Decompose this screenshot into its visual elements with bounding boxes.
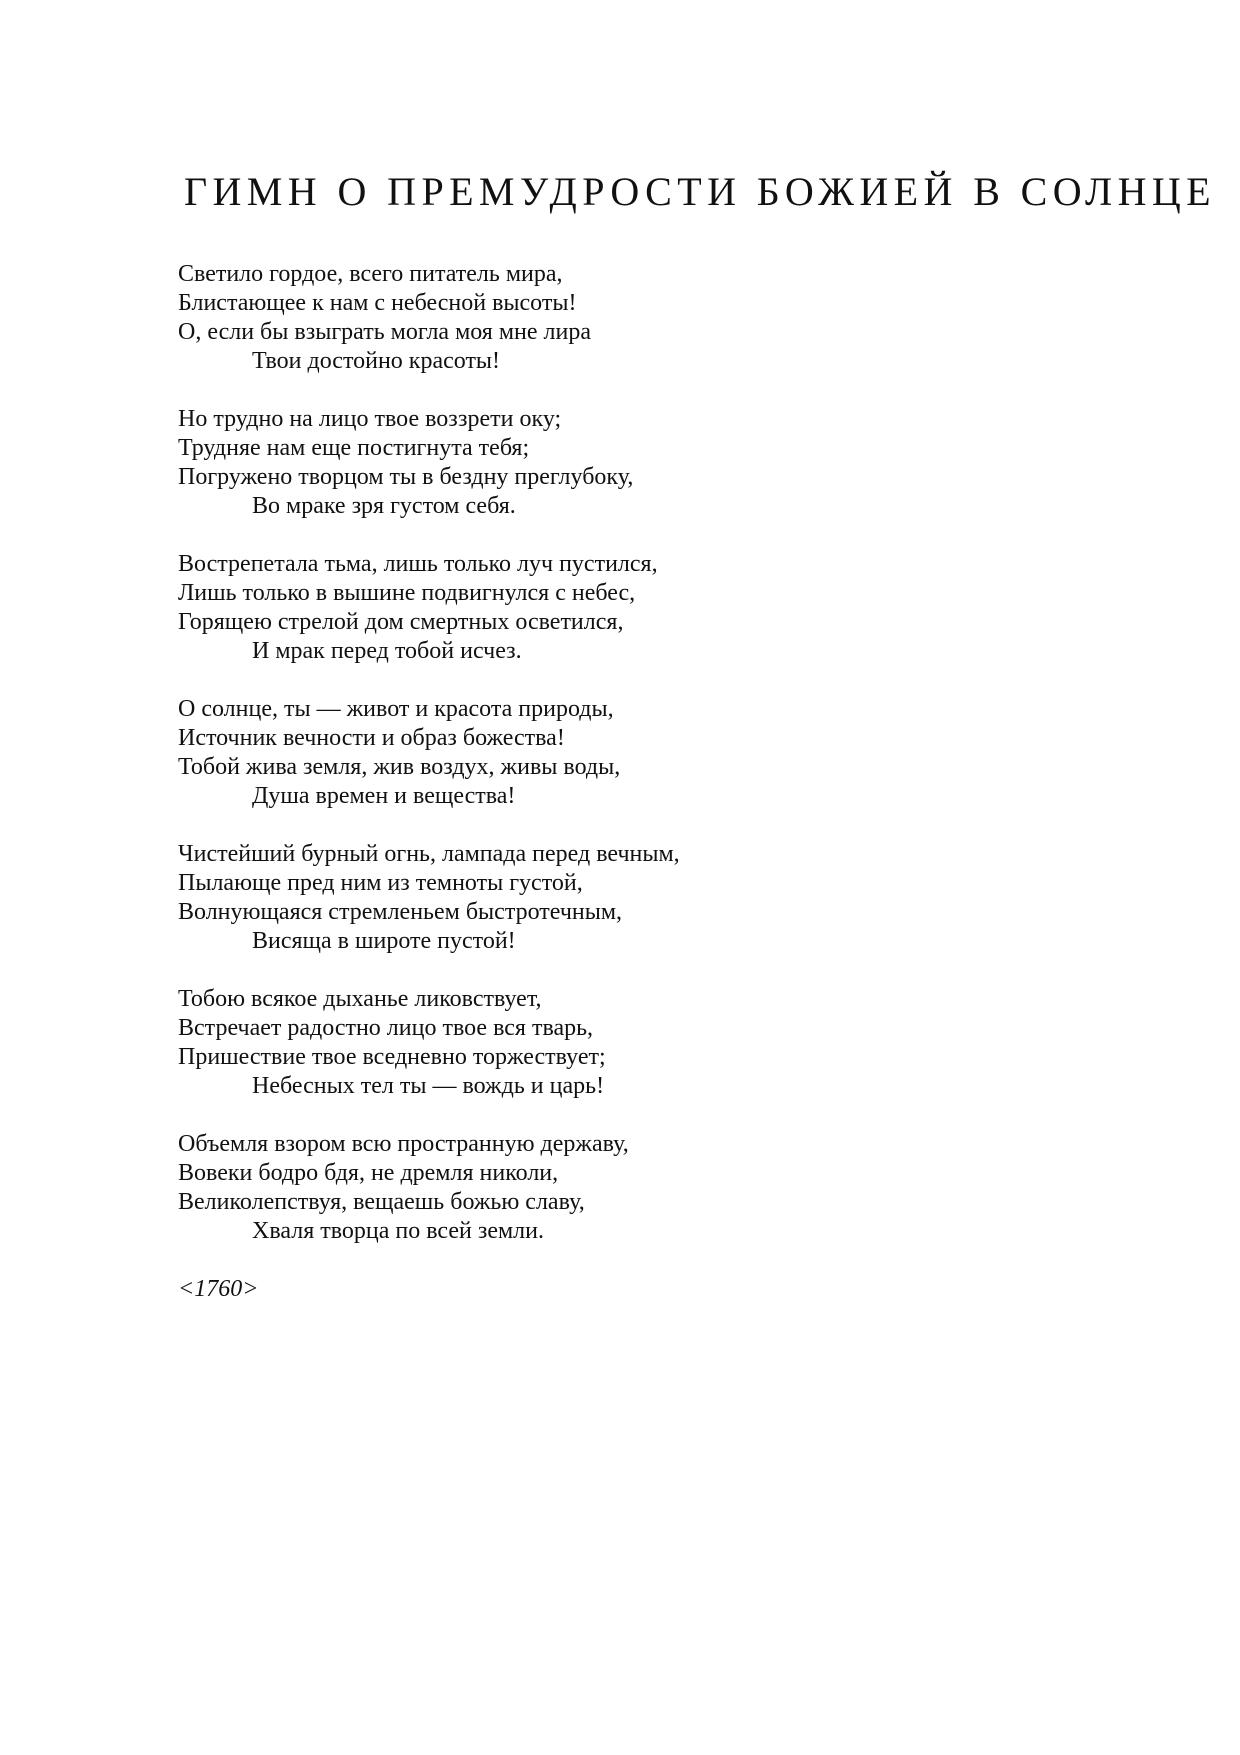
poem-line: Висяща в широте пустой! — [252, 928, 516, 954]
stanza — [178, 260, 1078, 376]
poem-line: О солнце, ты — живот и красота природы, — [178, 696, 614, 722]
poem-line: И мрак перед тобой исчез. — [252, 638, 522, 664]
poem-line: Пылающе пред ним из темноты густой, — [178, 870, 583, 896]
poem-line: Лишь только в вышине подвигнулся с небес, — [178, 580, 636, 606]
poem-line: Объемля взором всю пространную державу, — [178, 1131, 629, 1157]
poem-line: Вовеки бодро бдя, не дремля николи, — [178, 1160, 559, 1186]
poem-line: Трудняе нам еще постигнута тебя; — [178, 435, 530, 461]
poem-line: Пришествие твое вседневно торжествует; — [178, 1044, 606, 1070]
stanza — [178, 405, 1078, 521]
poem-date: <1760> — [178, 1276, 259, 1302]
poem-line: Источник вечности и образ божества! — [178, 725, 565, 751]
poem-line: Небесных тел ты — вождь и царь! — [252, 1073, 605, 1099]
poem-line: Тобой жива земля, жив воздух, живы воды, — [178, 754, 621, 780]
stanza — [178, 840, 1078, 956]
poem-line: Хваля творца по всей земли. — [252, 1218, 544, 1244]
poem-title: ГИМН О ПРЕМУДРОСТИ БОЖИЕЙ В СОЛНЦЕ — [184, 169, 1216, 214]
poem-line: Блистающее к нам с небесной высоты! — [178, 290, 577, 316]
poem-line: Волнующаяся стремленьем быстротечным, — [178, 899, 623, 925]
poem-line: Тобою всякое дыханье ликовствует, — [178, 986, 542, 1012]
poem-line: Во мраке зря густом себя. — [252, 493, 516, 519]
poem-line: Твои достойно красоты! — [252, 348, 501, 374]
poem-line: Чистейший бурный огнь, лампада перед вечным, — [178, 841, 680, 867]
stanza — [178, 985, 1078, 1101]
stanza — [178, 550, 1078, 666]
poem-line: Вострепетала тьма, лишь только луч пустился, — [178, 551, 658, 577]
stanza-list — [178, 260, 1078, 1246]
poem-line: Погружено творцом ты в бездну преглубоку, — [178, 464, 634, 490]
poem-line: Светило гордое, всего питатель мира, — [178, 261, 563, 287]
poem-line: Душа времен и вещества! — [252, 783, 516, 809]
poem-line: Великолепствуя, вещаешь божью славу, — [178, 1189, 585, 1215]
poem-line: Встречает радостно лицо твое вся тварь, — [178, 1015, 594, 1041]
stanza — [178, 695, 1078, 811]
poem-line: О, если бы взыграть могла моя мне лира — [178, 319, 592, 345]
poem-line: Горящею стрелой дом смертных осветился, — [178, 609, 624, 635]
poem-line: Но трудно на лицо твое воззрети оку; — [178, 406, 562, 432]
stanza — [178, 1130, 1078, 1246]
poem-body — [178, 260, 1078, 1304]
